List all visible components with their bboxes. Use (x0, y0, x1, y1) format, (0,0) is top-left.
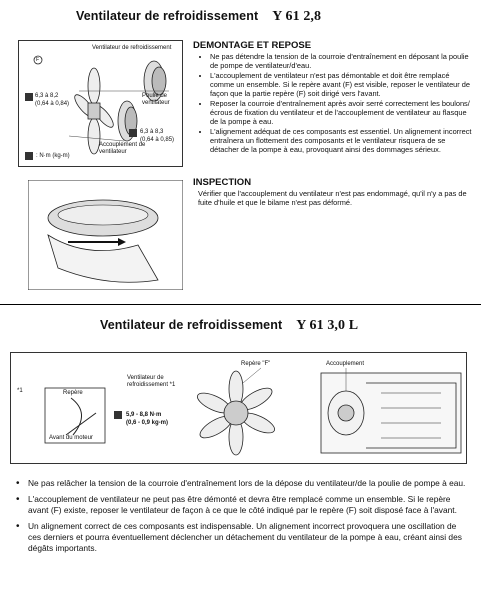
section1-model: Y 61 2,8 (272, 9, 322, 24)
fan-label: Ventilateur de refroidissement (92, 45, 172, 51)
torque-spec-3: 5,9 - 8,8 N·m (126, 412, 162, 418)
engine-fan-drawing (11, 353, 466, 463)
section2-title-text: Ventilateur de refroidissement (100, 318, 283, 332)
repere-f-label: Repère "F" (241, 361, 271, 367)
list-item: • Ne pas détendre la tension de la courroie d'entraînement en déposant la poulie de pompe de ventilateur/d'eau. (210, 52, 474, 70)
list-item: • L'accouplement de ventilateur ne peut pas être démonté et devra être remplacé comme un ensemble. Si le repère avant (F) existe, reposer le ventilateur de façon à ce que le côté indiqué par le repère (F) soit disposé face à l'avant. (28, 494, 468, 516)
coupling-label: Accouplement de ventilateur (99, 142, 146, 155)
fan-label-2: Ventilateur de refroidissement *1 (127, 375, 176, 388)
list-item: • L'alignement adéquat de ces composants est essentiel. Un alignement incorrect entraînera un flottement des composants et le ventilateur risquera de se détacher de la pompe à eau, provoquant ainsi des dommages sérieux. (210, 127, 474, 154)
torque-spec-2: 6,3 à 8,3 (140, 129, 164, 135)
inspection-heading: INSPECTION (193, 177, 252, 188)
list-item: • Un alignement correct de ces composants est indispensable. Un alignement incorrect provoquera une oscillation de ces derniers et pourra éventuellement déclencher un détachement du ventilateur de la pompe à eau, créant ainsi des dégâts importants. (28, 521, 468, 554)
list-item: • Ne pas relâcher la tension de la courroie d'entraînement lors de la dépose du ventilateur/de la poulie de pompe à eau. (28, 478, 468, 489)
pulley-label: Poulie de ventilateur (142, 93, 170, 106)
hand-holding-coupling-drawing (28, 180, 183, 290)
front-mark-f: F (36, 57, 40, 63)
section2-instructions (28, 478, 468, 559)
section2-title (100, 318, 358, 334)
units-legend: : N·m (kg-m) (36, 153, 70, 159)
section-divider (0, 304, 481, 305)
torque-spec-1b: (0,64 à 0,84) (35, 101, 70, 107)
removal-instructions (198, 52, 474, 155)
coupling-label-2: Accouplement (326, 361, 365, 367)
note-ref: *1 (17, 388, 23, 394)
inspection-figure (28, 180, 183, 290)
torque-spec-1: 6,3 à 8,2 (35, 93, 59, 99)
fan-assembly-figure-2 (10, 352, 467, 464)
list-item: • Reposer la courroie d'entraînement après avoir serré correctement les boulons/écrous de fixation du ventilateur et de l'accouplement de ventilateur au flasque de la pompe à eau. (210, 99, 474, 126)
list-item: • L'accouplement de ventilateur n'est pas démontable et doit être remplacé comme un ensemble. Si le repère avant (F) est visible, reposer le ventilateur de façon que la partie repère (F) soit dirigé vers l'avant. (210, 71, 474, 98)
torque-spec-3b: (0,6 - 0,9 kg-m) (126, 420, 169, 426)
inspection-text: Vérifier que l'accouplement du ventilateur n'est pas endommagé, qu'il n'y a pas de fuite d'huile et que le bilame n'est pas déformé. (198, 189, 467, 207)
section1-title (76, 9, 321, 25)
fan-assembly-figure-1 (18, 40, 183, 167)
section2-model: Y 61 3,0 L (296, 318, 359, 333)
section1-title-text: Ventilateur de refroidissement (76, 9, 259, 23)
torque-spec-2b: (0,64 à 0,85) (140, 137, 175, 143)
engine-front-label: Avant du moteur (49, 435, 93, 441)
repere-label: Repère (63, 390, 83, 396)
removal-heading: DEMONTAGE ET REPOSE (193, 40, 312, 51)
